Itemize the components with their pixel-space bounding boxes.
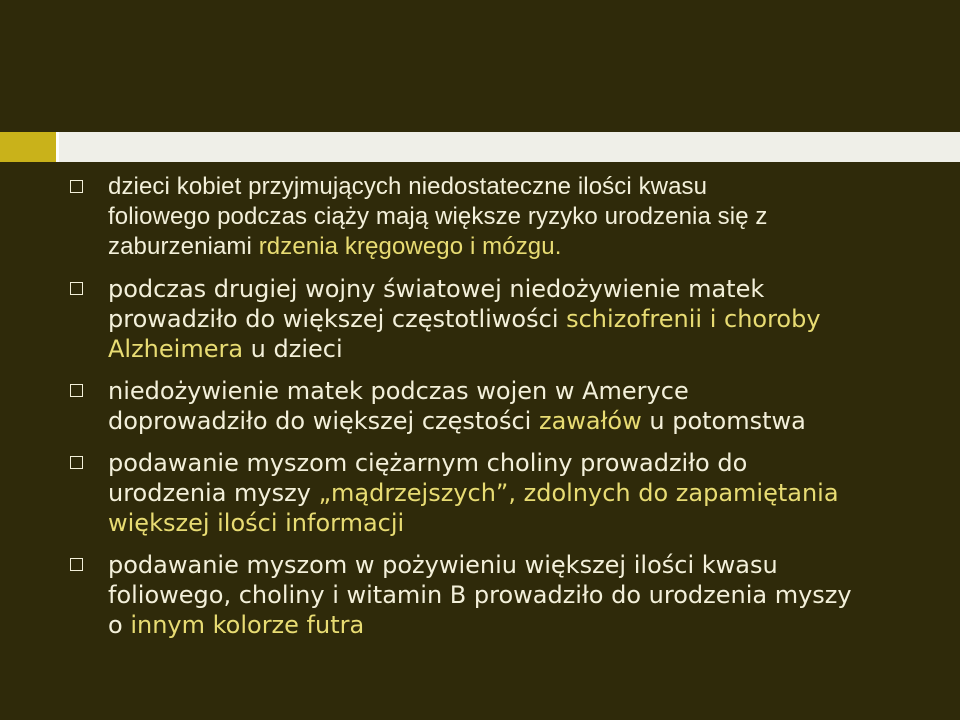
bullet-4-line-2: [108, 478, 930, 508]
bullet-2-line-3: [108, 334, 930, 364]
text-segment: dzieci kobiet przyjmujących niedostateczne ilości kwasu: [108, 173, 708, 200]
bullet-item-5: [70, 550, 930, 640]
bullet-box-icon: [70, 456, 83, 469]
bullet-item-3: [70, 376, 930, 436]
bullet-box-icon: [70, 180, 83, 193]
bullet-1-line-3: [108, 232, 930, 262]
text-segment: o: [108, 611, 131, 639]
text-segment: podawanie myszom w pożywieniu większej ilości kwasu: [108, 551, 778, 579]
accent-light-block: [56, 132, 960, 162]
bullet-item-2: [70, 274, 930, 364]
accent-gold-block: [0, 132, 56, 162]
highlight-text: rdzenia kręgowego i mózgu.: [258, 233, 562, 260]
text-segment: u potomstwa: [641, 407, 806, 435]
bullet-2-line-1: [108, 274, 930, 304]
bullet-3-line-1: [108, 376, 930, 406]
highlight-text: schizofrenii i choroby: [566, 305, 821, 333]
text-segment: urodzenia myszy: [108, 479, 319, 507]
accent-bar: [0, 132, 960, 162]
highlight-text: Alzheimera: [108, 335, 244, 363]
bullet-box-icon: [70, 558, 83, 571]
bullet-1-line-1: [108, 172, 930, 202]
bullet-list: [70, 172, 930, 652]
bullet-5-line-3: [108, 610, 930, 640]
text-segment: u dzieci: [243, 335, 343, 363]
bullet-5-line-2: [108, 580, 930, 610]
bullet-item-4: [70, 448, 930, 538]
accent-divider: [56, 132, 59, 162]
bullet-box-icon: [70, 384, 83, 397]
highlight-text: zawałów: [538, 407, 642, 435]
bullet-item-1: [70, 172, 930, 262]
text-segment: doprowadziło do większej częstości: [108, 407, 539, 435]
bullet-2-line-2: [108, 304, 930, 334]
text-segment: prowadziło do większej częstotliwości: [108, 305, 567, 333]
text-segment: podawanie myszom ciężarnym choliny prowadziło do: [108, 449, 748, 477]
highlight-text: „mądrzejszych”, zdolnych do zapamiętania: [318, 479, 839, 507]
text-segment: podczas drugiej wojny światowej niedożywienie matek: [108, 275, 765, 303]
bullet-3-line-2: [108, 406, 930, 436]
bullet-4-line-1: [108, 448, 930, 478]
bullet-box-icon: [70, 282, 83, 295]
text-segment: niedożywienie matek podczas wojen w Ameryce: [108, 377, 689, 405]
highlight-text: innym kolorze futra: [130, 611, 365, 639]
text-segment: zaburzeniami: [108, 233, 259, 260]
text-segment: foliowego, choliny i witamin B prowadziło do urodzenia myszy: [108, 581, 852, 609]
bullet-1-line-2: [108, 202, 930, 232]
highlight-text: większej ilości informacji: [108, 509, 405, 537]
bullet-5-line-1: [108, 550, 930, 580]
bullet-4-line-3: [108, 508, 930, 538]
text-segment: foliowego podczas ciąży mają większe ryzyko urodzenia się z: [108, 203, 768, 230]
